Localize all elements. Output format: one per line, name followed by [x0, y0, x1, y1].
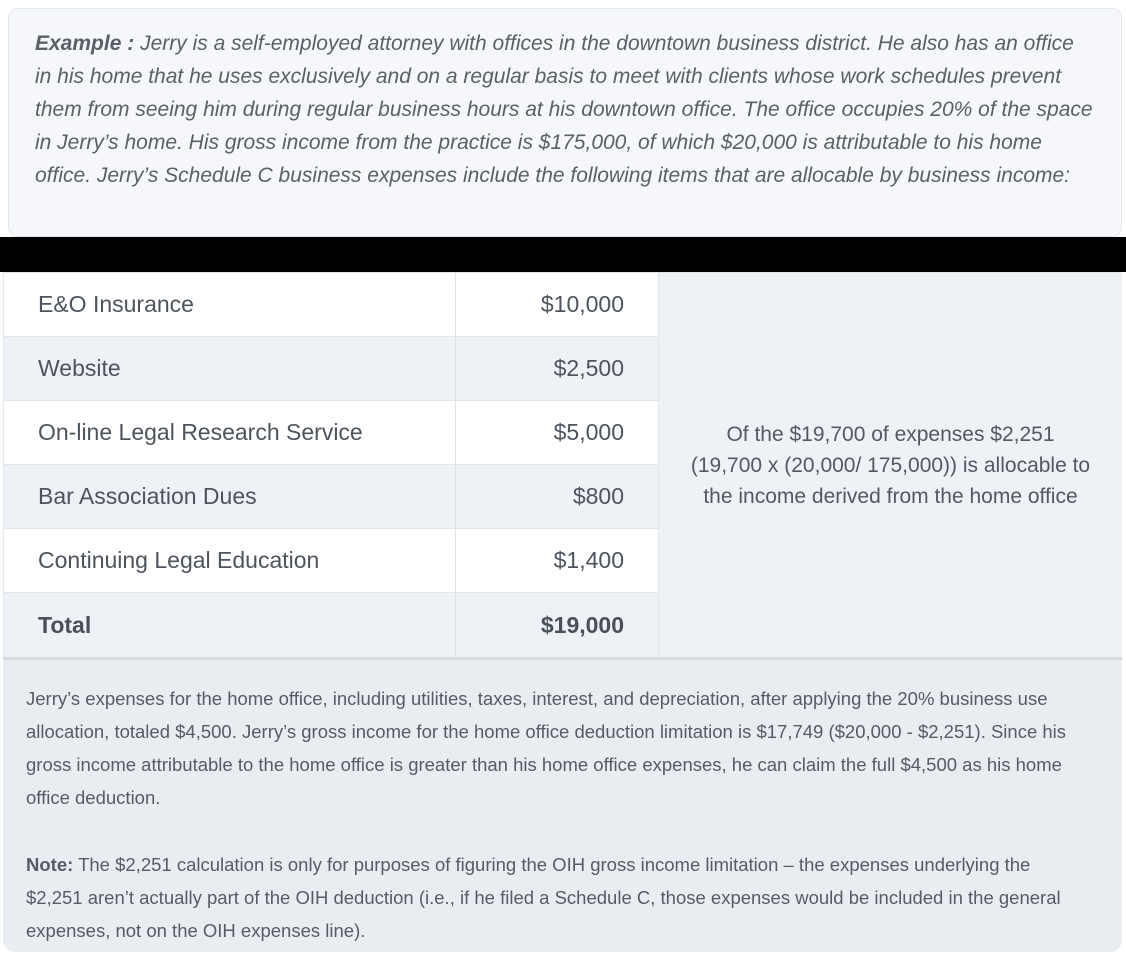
expense-amount-cell: $5,000: [553, 419, 624, 445]
note-label: Note:: [26, 854, 74, 875]
expense-item-cell: E&O Insurance: [4, 273, 456, 336]
example-paragraph: [35, 27, 1093, 192]
example-card: [8, 8, 1122, 237]
expense-row: [4, 273, 658, 337]
expense-amount-cell: $1,400: [553, 547, 624, 573]
summary-paragraph: Jerry’s expenses for the home office, including utilities, taxes, interest, and depreciation, after applying the 20% business use allocation, totaled $4,500. Jerry’s gross income for the home office deduction limitation is $17,749 ($20,000 - $2,251). Since his gross income attributable to the home office is greater than his home office expenses, he can claim the full $4,500 as his home office deduction.: [26, 688, 1067, 808]
expense-amount-cell: $19,000: [540, 611, 624, 638]
expense-item-cell: Website: [4, 337, 456, 400]
allocation-text: Of the $19,700 of expenses $2,251 (19,700 x (20,000/ 175,000)) is allocable to the income derived from the home office: [690, 422, 1091, 508]
expense-item-cell: Bar Association Dues: [4, 465, 456, 528]
example-text: Jerry is a self-employed attorney with offices in the downtown business district. He also has an office in his home that he uses exclusively and on a regular basis to meet with clients whose work schedules prevent them from seeing him during regular business hours at his downtown office. The office occupies 20% of the space in Jerry’s home. His gross income from the practice is $175,000, of which $20,000 is attributable to his home office. Jerry’s Schedule C business expenses include the following items that are allocable by business income:: [35, 32, 1093, 187]
note-text: The $2,251 calculation is only for purposes of figuring the OIH gross income limitation – the expenses underlying the $2,251 aren’t actually part of the OIH deduction (i.e., if he filed a Schedule C, those expenses would be included in the general expenses, not on the OIH expenses line).: [26, 854, 1061, 941]
expense-amount-cell: $800: [572, 483, 624, 509]
expense-amount-cell: $2,500: [553, 355, 624, 381]
allocation-panel: [659, 273, 1122, 657]
table-section: [3, 272, 1122, 657]
summary-card: [3, 657, 1122, 952]
expense-table: [3, 273, 659, 657]
expense-item-cell: Total: [4, 593, 456, 657]
expense-row: [4, 465, 658, 529]
expense-item-cell: On-line Legal Research Service: [4, 401, 456, 464]
expense-row: [4, 529, 658, 593]
expense-amount-cell: $10,000: [540, 291, 624, 317]
expense-item-cell: Continuing Legal Education: [4, 529, 456, 592]
divider-bar: [0, 237, 1126, 272]
expense-row: [4, 401, 658, 465]
note-paragraph: [26, 848, 1092, 947]
expense-row: [4, 337, 658, 401]
example-label: Example :: [35, 32, 135, 55]
expense-total-row: [4, 593, 658, 657]
